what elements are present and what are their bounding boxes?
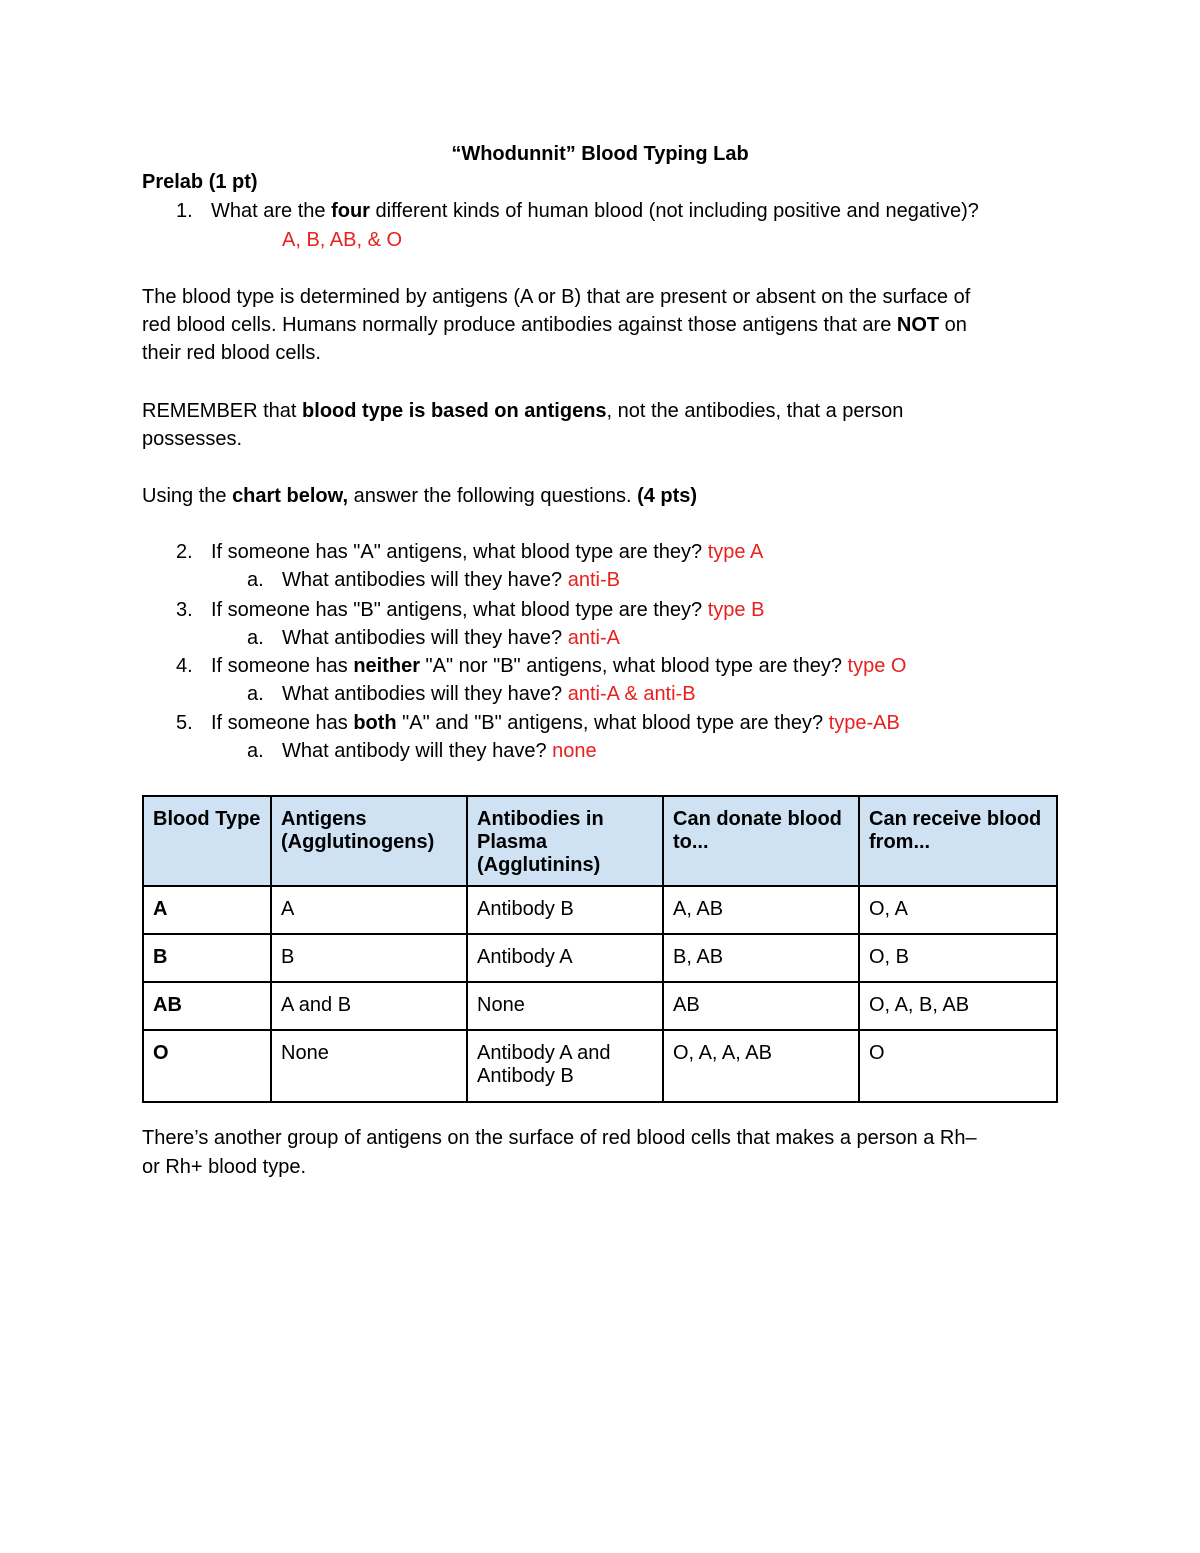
table-cell: B, AB [663,934,859,982]
table-cell: O [859,1030,1057,1102]
table-cell: AB [143,982,271,1030]
table-header-cell: Antibodies in Plasma (Agglutinins) [467,796,663,886]
table-row [143,934,1057,982]
question-number: 2. [176,541,193,563]
table-cell: O [143,1030,271,1102]
paragraph-line: There’s another group of antigens on the surface of red blood cells that makes a person a Rh– [142,1127,977,1149]
table-cell: O, A, B, AB [859,982,1057,1030]
table-cell: A [143,886,271,934]
sub-question-letter: a. [247,569,264,591]
paragraph-line: or Rh+ blood type. [142,1156,306,1178]
table-header-cell: Can receive blood from... [859,796,1057,886]
table-cell: None [271,1030,467,1102]
question-3: If someone has "B" antigens, what blood type are they? type B [211,599,765,621]
table-cell: B [271,934,467,982]
table-cell: AB [663,982,859,1030]
table-cell: Antibody A and Antibody B [467,1030,663,1102]
question-2a: What antibodies will they have? anti-B [282,569,620,591]
table-cell: A [271,886,467,934]
question-number: 1. [176,200,193,222]
table-cell: None [467,982,663,1030]
question-2: If someone has "A" antigens, what blood type are they? type A [211,541,764,563]
question-5a: What antibody will they have? none [282,740,597,762]
question-1: What are the four different kinds of human blood (not including positive and negative)? [211,200,979,222]
question-number: 4. [176,655,193,677]
table-cell: O, A, A, AB [663,1030,859,1102]
table-cell: A and B [271,982,467,1030]
paragraph-line: The blood type is determined by antigens (A or B) that are present or absent on the surface of [142,286,971,308]
table-header-row [143,796,1057,886]
paragraph-line: their red blood cells. [142,342,321,364]
question-number: 3. [176,599,193,621]
table-row [143,886,1057,934]
question-3a: What antibodies will they have? anti-A [282,627,620,649]
question-5: If someone has both "A" and "B" antigens, what blood type are they? type-AB [211,712,900,734]
table-cell: Antibody A [467,934,663,982]
question-number: 5. [176,712,193,734]
table-header-cell: Antigens (Agglutinogens) [271,796,467,886]
question-4a: What antibodies will they have? anti-A & anti-B [282,683,696,705]
table-cell: Antibody B [467,886,663,934]
paragraph-line: Using the chart below, answer the following questions. (4 pts) [142,485,698,507]
table-cell: A, AB [663,886,859,934]
paragraph-line: possesses. [142,428,243,450]
table-cell: O, B [859,934,1057,982]
question-4: If someone has neither "A" nor "B" antigens, what blood type are they? type O [211,655,907,677]
document-title: “Whodunnit” Blood Typing Lab [451,143,749,165]
table-header-cell: Blood Type [143,796,271,886]
sub-question-letter: a. [247,627,264,649]
sub-question-letter: a. [247,683,264,705]
table-cell: O, A [859,886,1057,934]
table-row [143,1030,1057,1102]
table-row [143,982,1057,1030]
table-cell: B [143,934,271,982]
blood-type-table [142,795,1058,1103]
paragraph-line: red blood cells. Humans normally produce antibodies against those antigens that are NOT on [142,314,967,336]
prelab-heading: Prelab (1 pt) [142,171,258,193]
table-header-cell: Can donate blood to... [663,796,859,886]
question-1-answer: A, B, AB, & O [282,229,403,251]
paragraph-line: REMEMBER that blood type is based on antigens, not the antibodies, that a person [142,400,904,422]
sub-question-letter: a. [247,740,264,762]
